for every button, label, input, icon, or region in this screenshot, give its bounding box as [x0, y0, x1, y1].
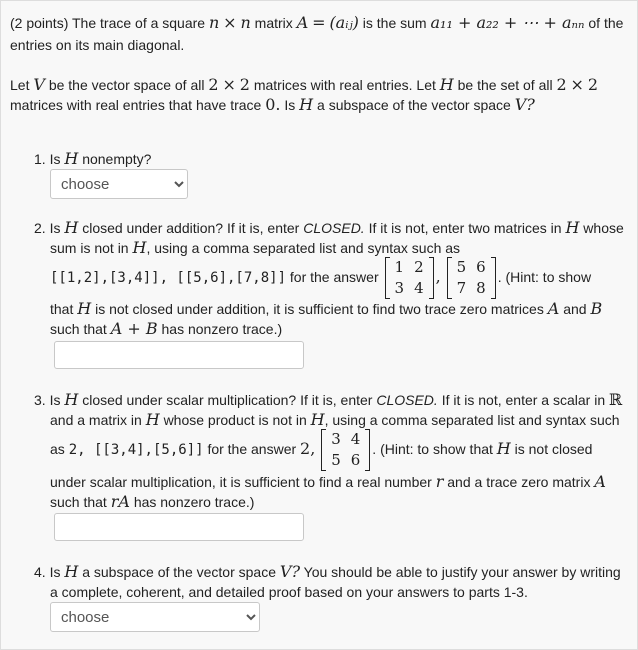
q1-prompt: 1. Is H nonempty?	[34, 149, 152, 168]
q3-line-3: as 2, [[3,4],[5,6]] for the answer 2, 3 4 5 6 . (Hint: to show that H is not closed	[50, 430, 593, 470]
q2-line-1: 2. Is H closed under addition? If it is, enter CLOSED. If it is not, enter two matrices in H whose	[34, 218, 624, 237]
q3-example-matrix: 3 4 5 6	[321, 429, 370, 471]
q4-answer-select[interactable]	[50, 602, 260, 632]
q2-line-5: such that A + B has nonzero trace.)	[50, 319, 283, 338]
q3-line-1: 3. Is H closed under scalar multiplication? If it is, enter CLOSED. If it is not, enter a scalar in ℝ	[34, 390, 623, 409]
q2-example-matrix-2: 5 6 7 8	[447, 257, 496, 299]
setup-line-2: matrices with real entries that have trace 0. Is H a subspace of the vector space V?	[10, 95, 535, 114]
q3-syntax-example: 2, [[3,4],[5,6]]	[68, 442, 204, 458]
intro-line-2: entries on its main diagonal.	[10, 37, 185, 53]
q2-line-4: that H is not closed under addition, it is sufficient to find two trace zero matrices A and B	[50, 299, 603, 318]
q2-line-3: [[1,2],[3,4]], [[5,6],[7,8]] for the answer 1 2 3 4 , 5 6 7 8 . (Hint: to show	[50, 258, 592, 298]
intro-line-1: (2 points) The trace of a square n × n matrix A = (aᵢⱼ) is the sum a₁₁ + a₂₂ + ⋯ + aₙₙ of the	[10, 13, 624, 32]
q3-line-5: such that rA has nonzero trace.)	[50, 492, 255, 511]
setup-line-1: Let V be the vector space of all 2 × 2 matrices with real entries. Let H be the set of all 2 × 2	[10, 75, 599, 94]
q3-answer-input[interactable]	[54, 513, 304, 541]
q4-line-2: a complete, coherent, and detailed proof based on your answers to parts 1-3.	[50, 584, 528, 600]
q2-answer-input[interactable]	[54, 341, 304, 369]
q4-line-1: 4. Is H a subspace of the vector space V? You should be able to justify your answer by writing	[34, 562, 621, 581]
q1-answer-select[interactable]	[50, 169, 188, 199]
q2-syntax-example: [[1,2],[3,4]], [[5,6],[7,8]]	[50, 270, 287, 286]
q3-line-4: under scalar multiplication, it is sufficient to find a real number r and a trace zero matrix A	[50, 472, 606, 491]
q3-line-2: and a matrix in H whose product is not in H, using a comma separated list and syntax such	[50, 410, 620, 429]
q2-example-matrix-1: 1 2 3 4	[385, 257, 434, 299]
q2-line-2: sum is not in H, using a comma separated list and syntax such as	[50, 238, 461, 257]
